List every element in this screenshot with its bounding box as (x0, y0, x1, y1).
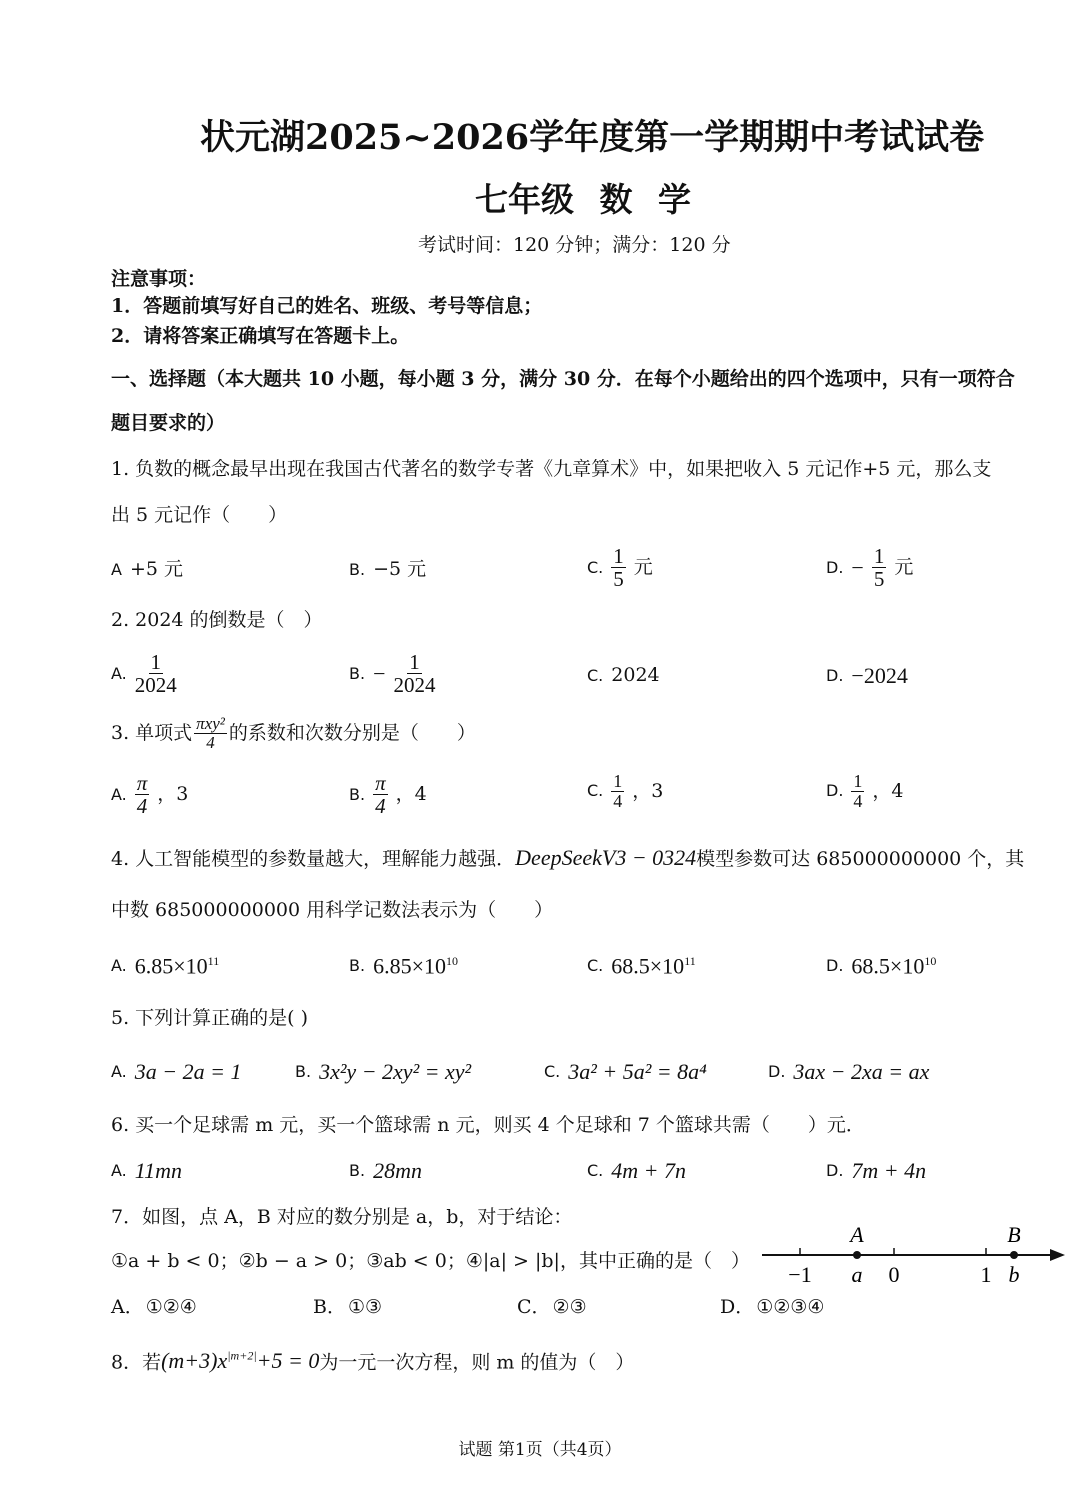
denominator: 2024 (134, 673, 177, 698)
option-text: ①②③④ (756, 1296, 825, 1318)
question-text: 4. 人工智能模型的参数量越大，理解能力越强． (111, 848, 516, 870)
denominator: 5 (613, 567, 624, 592)
option-b (349, 955, 458, 977)
option-label: A. (111, 663, 127, 683)
option-label: B. (349, 663, 366, 683)
fraction (872, 545, 887, 590)
tick-label: b (1008, 1262, 1020, 1287)
notice-item: 1．答题前填写好自己的姓名、班级、考号等信息； (111, 295, 543, 317)
option-text: −5 元 (373, 558, 427, 580)
option-text: +5 元 (129, 558, 184, 580)
option-text: ①③ (347, 1296, 383, 1318)
denominator: 4 (206, 732, 215, 752)
option-value (851, 955, 936, 977)
option-text: 11mn (134, 1158, 183, 1183)
option-a (111, 1298, 197, 1317)
question-1-cont: 出 5 元记作（ ） (111, 504, 288, 526)
minus-sign: − (851, 554, 864, 580)
option-label: A. (111, 1161, 127, 1180)
option-text: 4m + 7n (611, 1158, 686, 1183)
option-d (768, 1061, 929, 1083)
option-b (349, 1160, 422, 1182)
option-d (826, 665, 908, 687)
exponent: 11 (207, 954, 220, 968)
option-suffix: ，3 (632, 779, 664, 802)
denominator: 4 (853, 790, 863, 811)
denominator: 4 (613, 790, 623, 811)
fraction (373, 772, 388, 817)
option-b (313, 1298, 382, 1317)
numerator: π (375, 771, 386, 795)
numerator: 1 (873, 544, 885, 568)
option-label: B. (349, 1161, 366, 1180)
numerator: 1 (150, 650, 161, 674)
option-a (111, 560, 183, 579)
option-a (111, 955, 219, 977)
tick-label: a (851, 1262, 863, 1287)
question-5: 5. 下列计算正确的是( ) (111, 1007, 309, 1029)
numerator: πxy² (196, 714, 225, 733)
option-c (544, 1061, 707, 1083)
notice-item: 2．请将答案正确填写在答题卡上。 (111, 325, 410, 347)
exam-info: 考试时间：120 分钟；满分：120 分 (418, 234, 731, 256)
question-8 (111, 1350, 634, 1372)
question-4-cont: 中数 685000000000 用科学记数法表示为（ ） (111, 899, 554, 921)
option-d (720, 1298, 824, 1317)
option-text: 7m + 4n (851, 1158, 927, 1183)
question-6: 6. 买一个足球需 m 元，买一个篮球需 n 元，则买 4 个足球和 7 个篮球共需（ ）元． (111, 1114, 865, 1136)
fraction (194, 715, 227, 752)
option-label: C． (517, 1296, 551, 1318)
option-d (826, 772, 904, 811)
base: 68.5×10 (851, 953, 925, 979)
option-suffix: ，4 (395, 783, 427, 806)
point-a (853, 1251, 861, 1259)
base: 6.85×10 (373, 953, 446, 979)
question-1: 1. 负数的概念最早出现在我国古代著名的数学专著《九章算术》中，如果把收入 5 元记作+5 元，那么支 (111, 458, 992, 480)
option-label: A. (111, 784, 127, 804)
option-text: −2024 (851, 663, 908, 688)
exponent: 10 (924, 954, 937, 968)
tick-label: 0 (888, 1262, 900, 1287)
option-label: A． (111, 1296, 144, 1318)
option-label: C. (587, 557, 604, 577)
numerator: 1 (853, 771, 863, 791)
question-2: 2. 2024 的倒数是（ ） (111, 609, 323, 631)
option-label: A. (111, 1062, 127, 1081)
option-label: C. (587, 781, 604, 801)
tick-label: −1 (788, 1262, 812, 1287)
numerator: π (136, 771, 148, 795)
option-d (826, 1160, 926, 1182)
base: 68.5×10 (611, 953, 685, 979)
fraction (135, 651, 177, 696)
expression: +5 = 0 (256, 1348, 320, 1374)
option-text: ①②④ (145, 1296, 197, 1318)
option-label: D. (826, 956, 844, 976)
tick-label: 1 (980, 1262, 992, 1287)
option-label: A (111, 559, 122, 579)
page-footer: 试题 第1页（共4页） (458, 1440, 622, 1460)
point-b (1010, 1251, 1018, 1259)
option-c (587, 955, 696, 977)
option-b (349, 560, 426, 579)
point-label: B (1007, 1222, 1021, 1247)
option-label: B. (349, 956, 366, 976)
question-text: 的系数和次数分别是（ ） (228, 721, 476, 744)
option-suffix: ，3 (157, 783, 189, 806)
numerator: 1 (613, 771, 623, 791)
option-d (826, 545, 913, 590)
option-c (587, 772, 663, 811)
option-label: D． (720, 1296, 755, 1318)
exam-title: 状元湖2025~2026学年度第一学期期中考试试卷 (200, 117, 985, 158)
question-text: 为一元一次方程，则 m 的值为（ ） (319, 1351, 635, 1374)
base: 6.85×10 (134, 953, 208, 979)
denominator: 5 (873, 567, 885, 592)
option-label: C. (544, 1062, 561, 1081)
option-label: C. (587, 665, 604, 685)
option-label: B. (349, 559, 366, 579)
option-text: ②③ (552, 1296, 587, 1318)
option-label: C. (587, 956, 604, 976)
option-a (111, 1061, 241, 1083)
option-text: 3a² + 5a² = 8a⁴ (568, 1059, 707, 1084)
option-label: D. (826, 1161, 844, 1180)
question-3 (111, 715, 476, 752)
exponent: |m+2| (227, 1349, 257, 1363)
exponent: 10 (445, 954, 458, 968)
fraction (135, 772, 150, 817)
option-suffix: ，4 (872, 779, 904, 802)
option-text: 3x²y − 2xy² = xy² (319, 1059, 472, 1084)
option-value (611, 955, 695, 977)
option-suffix: 元 (894, 556, 914, 579)
option-label: B． (313, 1296, 346, 1318)
question-4 (111, 847, 1024, 869)
notice-heading: 注意事项： (111, 268, 207, 290)
point-label: A (850, 1222, 864, 1247)
option-label: B. (295, 1062, 312, 1081)
option-text: 3ax − 2xa = ax (793, 1059, 930, 1084)
option-label: A. (111, 956, 127, 976)
option-a (111, 651, 177, 696)
option-c (587, 545, 653, 590)
fraction (851, 772, 864, 811)
arrow-icon (1050, 1249, 1065, 1261)
numerator: 1 (409, 650, 420, 674)
exam-subtitle: 七年级 数 学 (475, 180, 691, 219)
option-label: D. (826, 557, 844, 577)
option-suffix: 元 (633, 556, 653, 579)
question-text: 3. 单项式 (111, 721, 193, 744)
expression: (m+3)x (161, 1348, 228, 1374)
question-text: 模型参数可达 685000000000 个，其 (696, 848, 1025, 870)
denominator: 4 (375, 794, 386, 819)
option-a (111, 772, 188, 817)
denominator: 4 (136, 794, 148, 819)
number-line-diagram (760, 1222, 1065, 1292)
option-label: D. (826, 666, 844, 685)
exponent: 11 (684, 954, 696, 968)
option-c (517, 1298, 587, 1317)
model-name: DeepSeekV3 − 0324 (515, 845, 697, 870)
option-text: 3a − 2a = 1 (134, 1059, 242, 1084)
option-label: D. (826, 781, 844, 801)
option-a (111, 1160, 182, 1182)
option-label: B. (349, 784, 366, 804)
option-text: 2024 (611, 664, 660, 686)
option-b (295, 1061, 471, 1083)
numerator: 1 (613, 544, 624, 568)
fraction (611, 772, 624, 811)
fraction (393, 651, 435, 696)
question-7-cont: ①a + b < 0；②b − a > 0；③ab < 0；④|a| > |b|，其中正确的是（ ） (111, 1250, 750, 1272)
question-text: 8．若 (111, 1351, 162, 1374)
option-d (826, 955, 936, 977)
fraction (611, 545, 626, 590)
option-b (349, 651, 435, 696)
option-c (587, 666, 660, 685)
option-c (587, 1160, 686, 1182)
option-value (135, 955, 219, 977)
question-7: 7．如图，点 A，B 对应的数分别是 a，b，对于结论： (111, 1206, 573, 1228)
option-label: C. (587, 1161, 604, 1180)
section-heading: 一、选择题（本大题共 10 小题，每小题 3 分，满分 30 分．在每个小题给出的四个选项中，只有一项符合 (111, 368, 1015, 390)
minus-sign: − (373, 660, 386, 686)
option-label: D. (768, 1062, 786, 1081)
option-text: 28mn (373, 1158, 422, 1183)
denominator: 2024 (393, 673, 436, 698)
option-value (373, 955, 458, 977)
equation (161, 1348, 319, 1373)
option-b (349, 772, 427, 817)
section-heading-cont: 题目要求的） (111, 412, 226, 434)
